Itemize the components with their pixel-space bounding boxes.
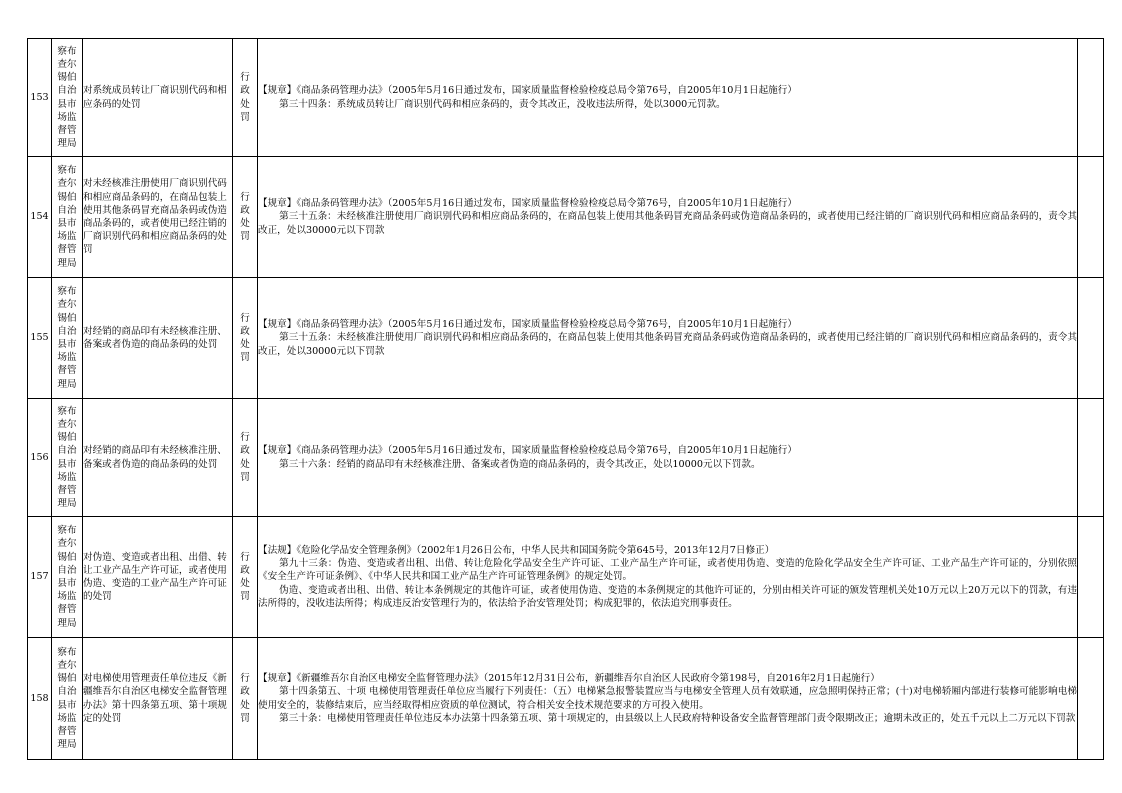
legal-basis-cell (258, 638, 1078, 760)
legal-basis-cell (258, 39, 1078, 157)
basis-title: 【规章】《商品条码管理办法》（2005年5月16日通过发布，国家质量监督检验检疫总局令第76号，自2005年10月1日起施行） (258, 319, 797, 331)
category-cell: 行政处罚 (233, 517, 258, 638)
empty-cell (1078, 278, 1104, 399)
table-row (28, 517, 1104, 638)
row-number: 157 (28, 517, 52, 638)
table-row (28, 157, 1104, 278)
item-name-cell: 对经销的商品印有未经核准注册、备案或者伪造的商品条码的处罚 (83, 278, 233, 399)
table-row (28, 399, 1104, 517)
legal-basis-cell (258, 278, 1078, 399)
basis-paragraph: 第三十条：电梯使用管理责任单位违反本办法第十四条第五项、第十项规定的，由县级以上人民政府特种设备安全监督管理部门责令限期改正；逾期未改正的，处五千元以上二万元以下罚款 (279, 712, 1076, 724)
department-cell: 察布查尔锡伯自治县市场监督管理局 (52, 39, 83, 157)
basis-paragraph: 第三十五条：未经核准注册使用厂商识别代码和相应商品条码的，在商品包装上使用其他条码冒充商品条码或伪造商品条码的，或者使用已经注销的厂商识别代码和相应商品条码的，责令其改正，处以30000元以下罚款 (258, 332, 1077, 357)
basis-title: 【法规】《危险化学品安全管理条例》（2002年1月26日公布，中华人民共和国国务院令第645号，2013年12月7日修正） (258, 544, 775, 556)
empty-cell (1078, 39, 1104, 157)
legal-basis-cell (258, 157, 1078, 278)
department-cell: 察布查尔锡伯自治县市场监督管理局 (52, 399, 83, 517)
department-cell: 察布查尔锡伯自治县市场监督管理局 (52, 517, 83, 638)
category-cell: 行政处罚 (233, 638, 258, 760)
basis-paragraph: 第九十三条：伪造、变造或者出租、出借、转让危险化学品安全生产许可证、工业产品生产许可证，或者使用伪造、变造的危险化学品安全生产许可证、工业产品生产许可证的，分别依照《安全生产许可证条例》、《中华人民共和国工业产品生产许可证管理条例》的规定处罚。 (258, 558, 1077, 583)
basis-paragraph: 第三十六条：经销的商品印有未经核准注册、备案或者伪造的商品条码的，责令其改正，处以10000元以下罚款。 (279, 458, 761, 470)
category-cell: 行政处罚 (233, 157, 258, 278)
legal-basis-cell (258, 399, 1078, 517)
item-name-cell: 对经销的商品印有未经核准注册、备案或者伪造的商品条码的处罚 (83, 399, 233, 517)
row-number: 153 (28, 39, 52, 157)
row-number: 156 (28, 399, 52, 517)
empty-cell (1078, 638, 1104, 760)
item-name-cell: 对电梯使用管理责任单位违反《新疆维吾尔自治区电梯安全监督管理办法》第十四条第五项、第十项规定的处罚 (83, 638, 233, 760)
empty-cell (1078, 157, 1104, 278)
table-row (28, 39, 1104, 157)
basis-paragraph: 第十四条第五、十项 电梯使用管理责任单位应当履行下列责任：（五）电梯紧急报警装置应当与电梯安全管理人员有效联通，应急照明保持正常；(十)对电梯轿厢内部进行装修可能影响电梯使用安全的，装修结束后，应当经取得相应资质的单位测试，符合相关安全技术规范要求的方可投入使用。 (258, 686, 1077, 711)
item-name-cell: 对未经核准注册使用厂商识别代码和相应商品条码的，在商品包装上使用其他条码冒充商品条码或伪造商品条码的，或者使用已经注销的厂商识别代码和相应商品条码的处罚 (83, 157, 233, 278)
penalty-table (27, 38, 1104, 760)
row-number: 158 (28, 638, 52, 760)
department-cell: 察布查尔锡伯自治县市场监督管理局 (52, 157, 83, 278)
legal-basis-cell (258, 517, 1078, 638)
basis-paragraph: 第三十四条：系统成员转让厂商识别代码和相应条码的，责令其改正，没收违法所得，处以3000元罚款。 (279, 98, 726, 110)
basis-paragraph: 伪造、变造或者出租、出借、转让本条例规定的其他许可证，或者使用伪造、变造的本条例规定的其他许可证的，分别由相关许可证的颁发管理机关处10万元以上20万元以下的罚款，有违法所得的，没收违法所得；构成违反治安管理行为的，依法给予治安管理处罚；构成犯罪的，依法追究刑事责任。 (258, 584, 1077, 609)
department-cell: 察布查尔锡伯自治县市场监督管理局 (52, 278, 83, 399)
row-number: 154 (28, 157, 52, 278)
category-cell: 行政处罚 (233, 39, 258, 157)
item-name-cell: 对系统成员转让厂商识别代码和相应条码的处罚 (83, 39, 233, 157)
table-row (28, 638, 1104, 760)
empty-cell (1078, 517, 1104, 638)
department-cell: 察布查尔锡伯自治县市场监督管理局 (52, 638, 83, 760)
empty-cell (1078, 399, 1104, 517)
basis-title: 【规章】《商品条码管理办法》（2005年5月16日通过发布，国家质量监督检验检疫总局令第76号，自2005年10月1日起施行） (258, 198, 797, 210)
basis-title: 【规章】《商品条码管理办法》（2005年5月16日通过发布，国家质量监督检验检疫总局令第76号，自2005年10月1日起施行） (258, 445, 797, 457)
category-cell: 行政处罚 (233, 399, 258, 517)
item-name-cell: 对伪造、变造或者出租、出借、转让工业产品生产许可证，或者使用伪造、变造的工业产品生产许可证的处罚 (83, 517, 233, 638)
row-number: 155 (28, 278, 52, 399)
basis-title: 【规章】《商品条码管理办法》（2005年5月16日通过发布，国家质量监督检验检疫总局令第76号，自2005年10月1日起施行） (258, 85, 797, 97)
category-cell: 行政处罚 (233, 278, 258, 399)
basis-paragraph: 第三十五条：未经核准注册使用厂商识别代码和相应商品条码的，在商品包装上使用其他条码冒充商品条码或伪造商品条码的，或者使用已经注销的厂商识别代码和相应商品条码的，责令其改正，处以30000元以下罚款 (258, 211, 1077, 236)
basis-title: 【规章】《新疆维吾尔自治区电梯安全监督管理办法》（2015年12月31日公布，新疆维吾尔自治区人民政府令第198号，自2016年2月1日起施行） (258, 673, 880, 685)
table-row (28, 278, 1104, 399)
